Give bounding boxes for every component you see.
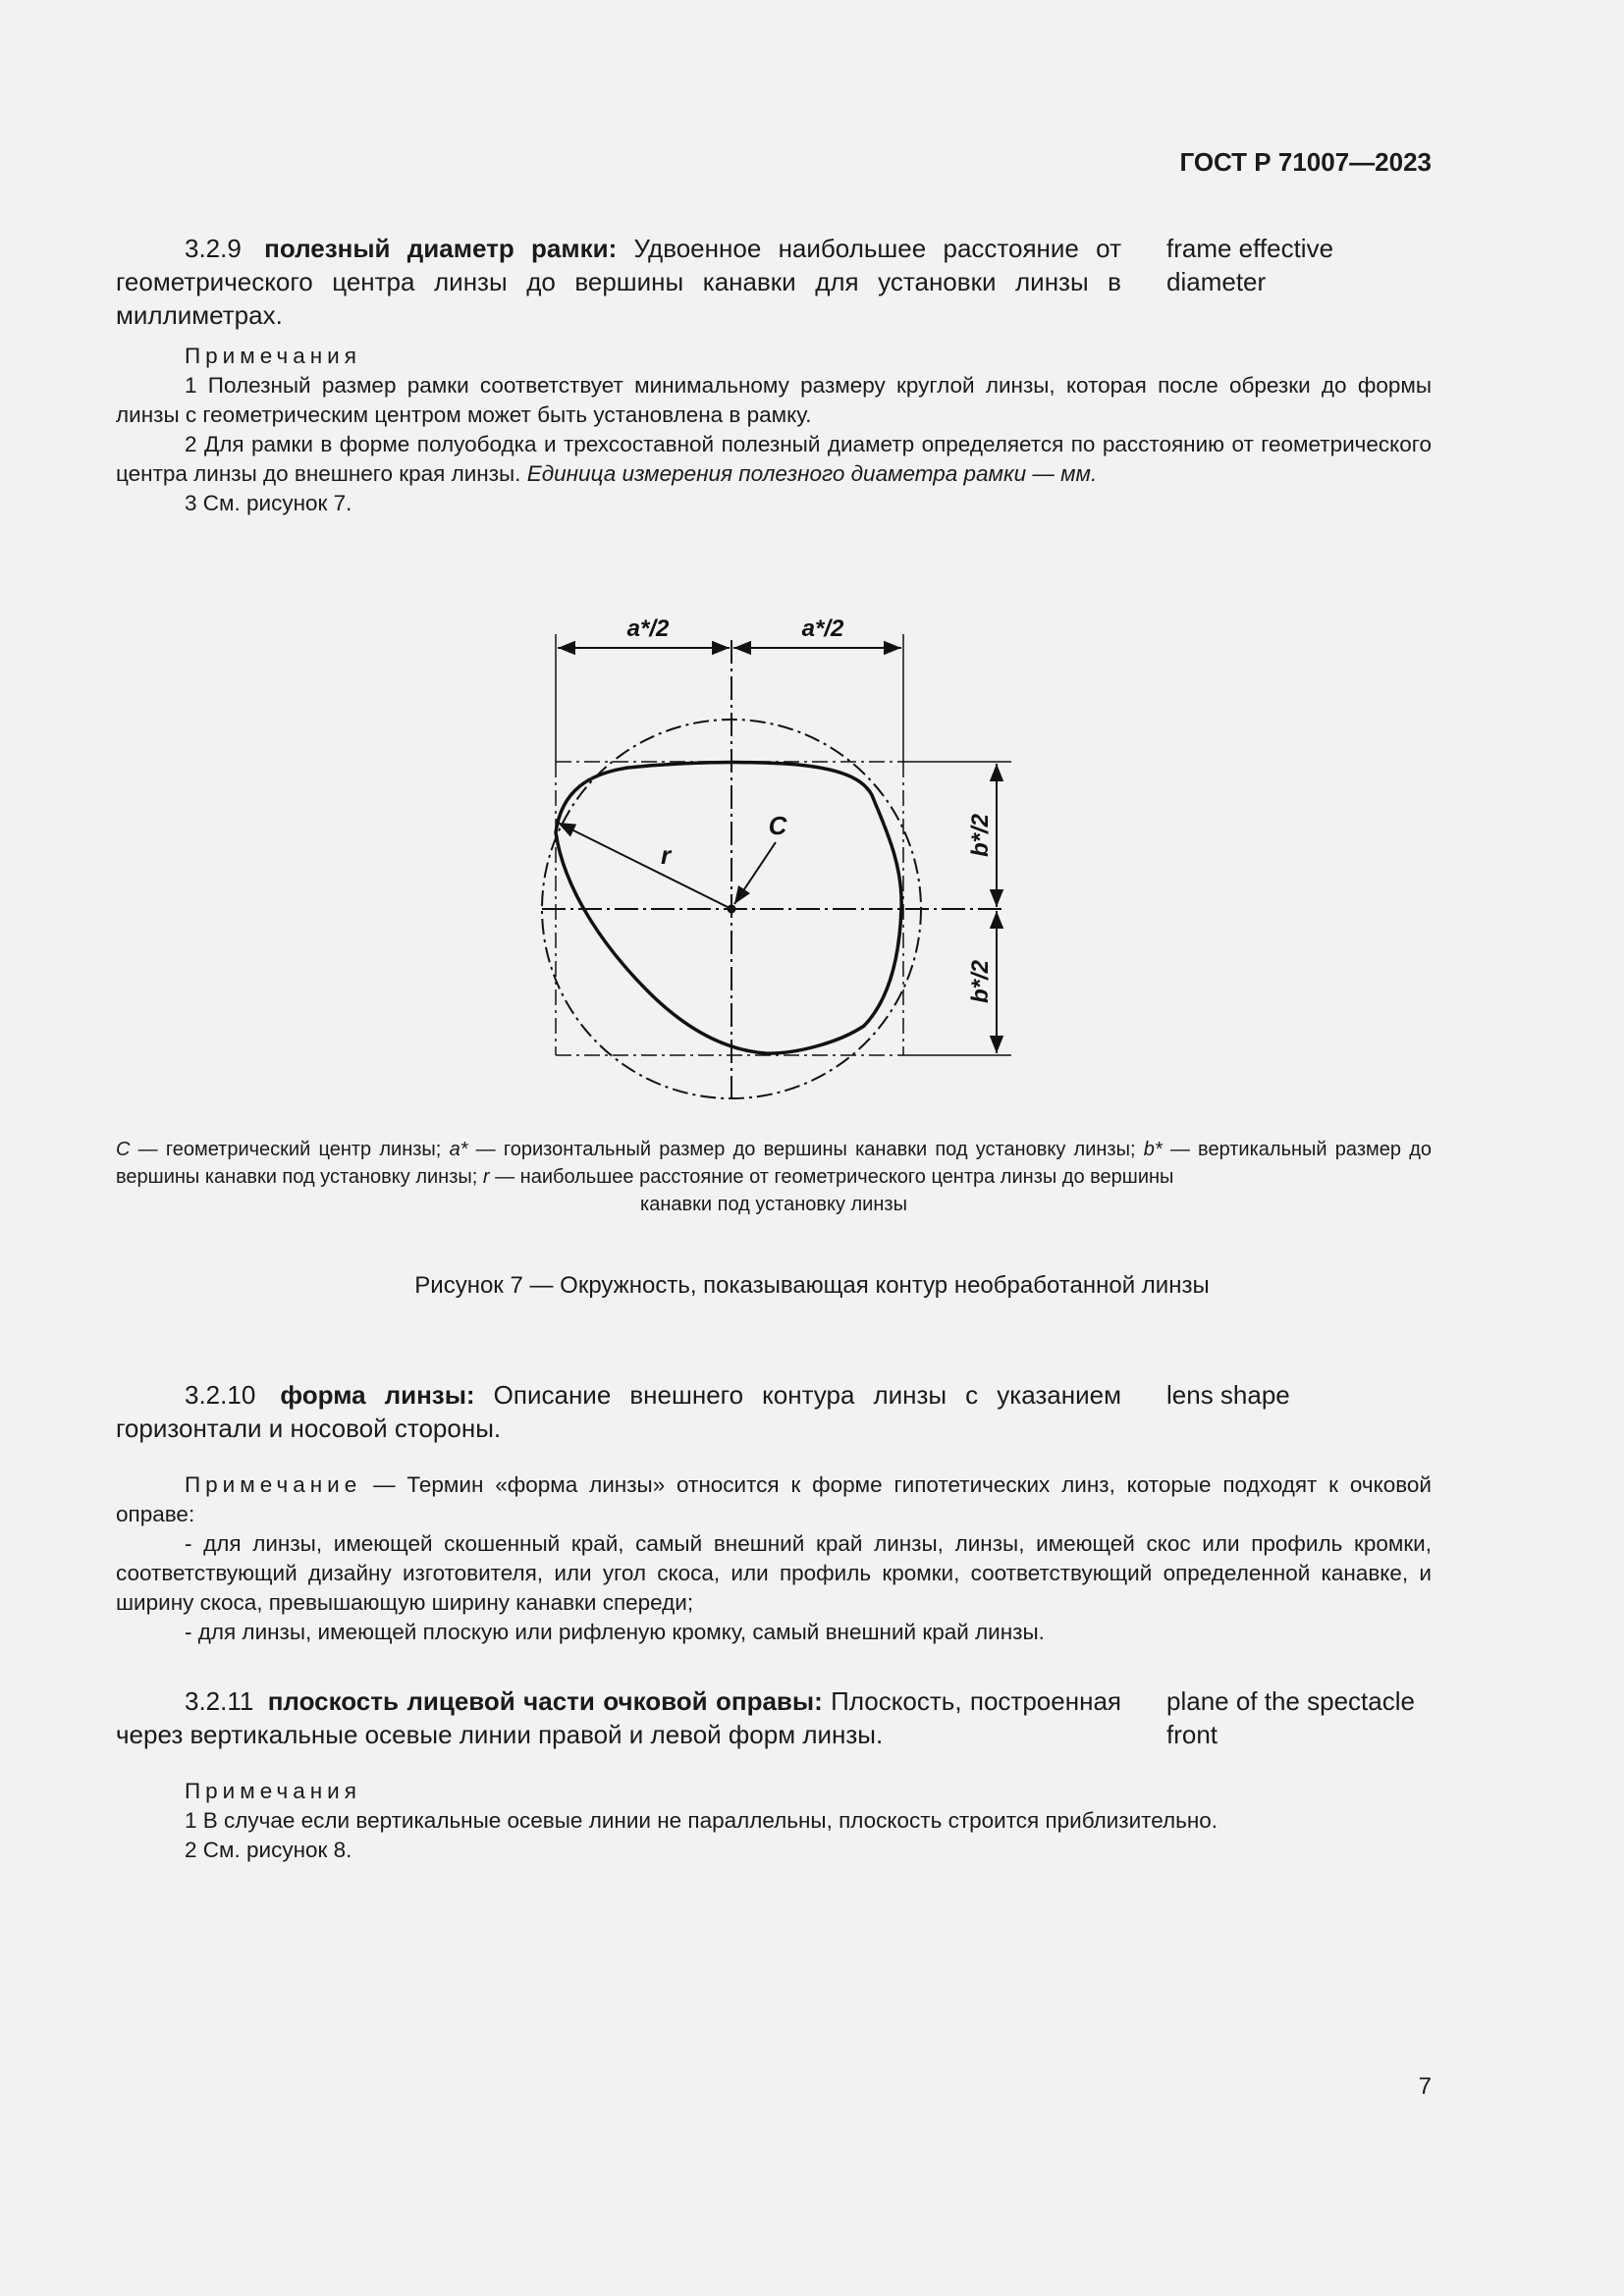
- notes-heading: Примечания: [185, 1779, 361, 1803]
- radius-r-line: [558, 823, 731, 909]
- legend-part-2: — горизонтальный размер до вершины канавки под установку линзы;: [467, 1139, 1144, 1160]
- note-2-text: 2 Для рамки в форме полуободка и трехсоставной полезный диаметр определяется по расстоянию от геометрического центра линзы до внешнего края линзы.: [116, 432, 1432, 486]
- note-2: 2 См. рисунок 8.: [185, 1838, 352, 1862]
- note-1: 1 Полезный размер рамки соответствует минимальному размеру круглой линзы, которая после обрезки до формы линзы с геометрическим центром может быть установлена в рамку.: [116, 373, 1432, 427]
- figure-7-title: Рисунок 7 — Окружность, показывающая контур необработанной линзы: [414, 1272, 1210, 1299]
- label-r: r: [660, 840, 672, 870]
- term-name: полезный диаметр рамки:: [264, 234, 618, 263]
- term-name: форма линзы:: [280, 1380, 475, 1410]
- center-point: [728, 905, 736, 914]
- term-3-2-10: [116, 1378, 1121, 1445]
- note-item-1: - для линзы, имеющей скошенный край, самый внешний край линзы, линзы, имеющей скос или профиль кромки, соответствующий дизайну изготовителя, или угол скоса, или профиль кромки, соответствующий определенной канавке, и ширину скоса, превышающую ширину канавки спереди;: [116, 1531, 1432, 1615]
- term-3-2-11: [116, 1684, 1121, 1751]
- label-a-left: a*/2: [626, 615, 670, 642]
- notes-3-2-10: [116, 1470, 1432, 1647]
- term-definition: Описание внешнего контура линзы с указанием горизонтали и носовой стороны.: [116, 1380, 1121, 1443]
- term-number: 3.2.9: [185, 234, 242, 263]
- legend-part-3: — вертикальный размер до вершины канавки под установку линзы;: [116, 1139, 1432, 1188]
- english-line: front: [1166, 1720, 1218, 1749]
- legend-part-1: — геометрический центр линзы;: [130, 1139, 450, 1160]
- label-b-bottom: b*/2: [967, 959, 994, 1004]
- legend-a: a*: [449, 1139, 468, 1160]
- note-2-italic: Единица измерения полезного диаметра рамки — мм.: [526, 461, 1098, 486]
- english-line: plane of the spectacle: [1166, 1686, 1415, 1716]
- note-item-2: - для линзы, имеющей плоскую или рифленую кромку, самый внешний край линзы.: [185, 1620, 1045, 1644]
- notes-3-2-9: [116, 342, 1432, 518]
- note-1: 1 В случае если вертикальные осевые линии не параллельны, плоскость строится приблизительно.: [185, 1808, 1218, 1833]
- term-3-2-9: [116, 232, 1121, 332]
- term-number: 3.2.11: [185, 1686, 254, 1716]
- note-3: 3 См. рисунок 7.: [185, 491, 352, 515]
- term-english-3-2-10: lens shape: [1166, 1380, 1290, 1410]
- page-number: 7: [1418, 2073, 1432, 2100]
- label-b-top: b*/2: [967, 813, 994, 858]
- term-definition: Плоскость, построенная через вертикальные осевые линии правой и левой форм линзы.: [116, 1686, 1121, 1749]
- figure-7-diagram: [530, 609, 1041, 1109]
- term-english-3-2-11: [1166, 1684, 1461, 1751]
- note-body: — Термин «форма линзы» относится к форме гипотетических линз, которые подходят к очковой оправе:: [116, 1472, 1432, 1526]
- label-a-right: a*/2: [801, 615, 844, 642]
- english-line: diameter: [1166, 267, 1267, 296]
- notes-heading: Примечания: [185, 344, 361, 368]
- english-line: frame effective: [1166, 234, 1334, 263]
- legend-text: [116, 1136, 1432, 1191]
- term-name: плоскость лицевой части очковой оправы:: [267, 1686, 823, 1716]
- legend-b: b*: [1143, 1139, 1163, 1160]
- note-2: [116, 430, 1432, 489]
- term-number: 3.2.10: [185, 1380, 256, 1410]
- notes-3-2-11: [116, 1777, 1432, 1865]
- figure-7-legend: [116, 1136, 1432, 1218]
- document-code: ГОСТ Р 71007—2023: [1179, 147, 1432, 177]
- center-c-pointer: [734, 842, 776, 904]
- legend-c: C: [116, 1139, 131, 1160]
- legend-last-line: канавки под установку линзы: [640, 1194, 907, 1215]
- note-text: [116, 1470, 1432, 1529]
- label-c: C: [768, 811, 787, 840]
- notes-heading: Примечание: [185, 1472, 362, 1497]
- term-english-3-2-9: [1166, 232, 1461, 298]
- term-definition: Удвоенное наибольшее расстояние от геометрического центра линзы до вершины канавки для установки линзы в миллиметрах.: [116, 234, 1121, 330]
- legend-part-4: — наибольшее расстояние от геометрического центра линзы до вершины: [489, 1166, 1174, 1188]
- legend-r: r: [482, 1166, 490, 1188]
